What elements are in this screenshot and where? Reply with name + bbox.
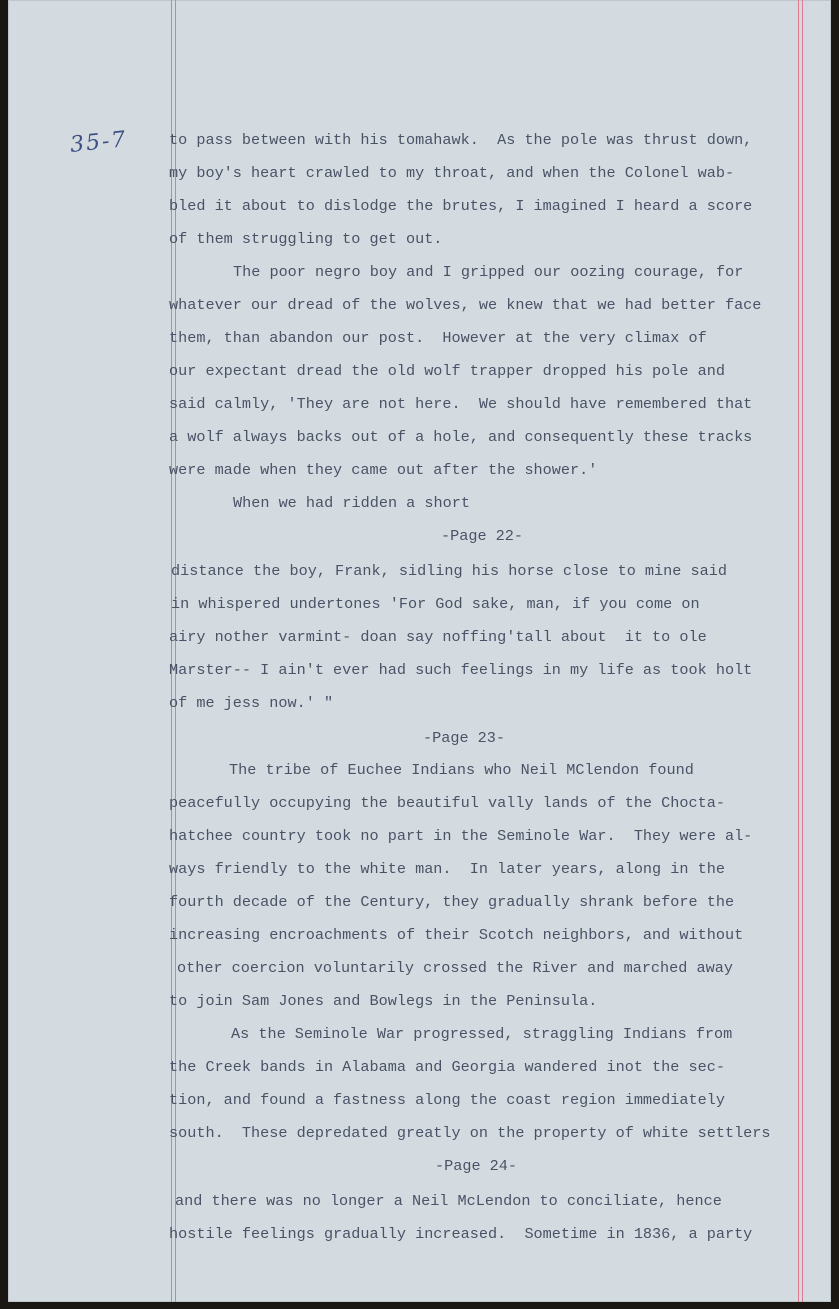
text-line: in whispered undertones 'For God sake, man, if you come on (171, 595, 700, 613)
typed-text-body (8, 0, 831, 1302)
text-line: peacefully occupying the beautiful vally lands of the Chocta- (169, 794, 725, 812)
document-page (8, 0, 831, 1302)
text-line: bled it about to dislodge the brutes, I imagined I heard a score (169, 197, 753, 215)
text-line: The poor negro boy and I gripped our oozing courage, for (233, 263, 744, 281)
text-line: whatever our dread of the wolves, we knew that we had better face (169, 296, 762, 314)
text-line: said calmly, 'They are not here. We should have remembered that (169, 395, 753, 413)
text-line: distance the boy, Frank, sidling his horse close to mine said (171, 562, 727, 580)
text-line: my boy's heart crawled to my throat, and when the Colonel wab- (169, 164, 735, 182)
text-line: The tribe of Euchee Indians who Neil MClendon found (229, 761, 694, 779)
text-line: other coercion voluntarily crossed the River and marched away (177, 959, 733, 977)
page-marker: -Page 23- (423, 729, 506, 747)
text-line: When we had ridden a short (233, 494, 470, 512)
text-line: our expectant dread the old wolf trapper dropped his pole and (169, 362, 725, 380)
page-marker: -Page 22- (441, 527, 524, 545)
text-line: hatchee country took no part in the Seminole War. They were al- (169, 827, 753, 845)
handwritten-page-number: 35-7 (68, 127, 129, 158)
text-line: As the Seminole War progressed, straggling Indians from (231, 1025, 733, 1043)
text-line: them, than abandon our post. However at the very climax of (169, 329, 707, 347)
text-line: of them struggling to get out. (169, 230, 443, 248)
text-line: to pass between with his tomahawk. As the pole was thrust down, (169, 131, 753, 149)
text-line: tion, and found a fastness along the coast region immediately (169, 1091, 725, 1109)
text-line: south. These depredated greatly on the property of white settlers (169, 1124, 771, 1142)
text-line: increasing encroachments of their Scotch neighbors, and without (169, 926, 744, 944)
text-line: fourth decade of the Century, they gradually shrank before the (169, 893, 735, 911)
text-line: Marster-- I ain't ever had such feelings in my life as took holt (169, 661, 753, 679)
text-line: to join Sam Jones and Bowlegs in the Peninsula. (169, 992, 598, 1010)
text-line: hostile feelings gradually increased. Sometime in 1836, a party (169, 1225, 753, 1243)
text-line: were made when they came out after the shower.' (169, 461, 598, 479)
text-line: ways friendly to the white man. In later years, along in the (169, 860, 725, 878)
page-marker: -Page 24- (435, 1157, 518, 1175)
text-line: airy nother varmint- doan say noffing'tall about it to ole (169, 628, 707, 646)
text-line: the Creek bands in Alabama and Georgia wandered inot the sec- (169, 1058, 725, 1076)
text-line: of me jess now.' " (169, 694, 334, 712)
text-line: and there was no longer a Neil McLendon to conciliate, hence (175, 1192, 722, 1210)
text-line: a wolf always backs out of a hole, and consequently these tracks (169, 428, 753, 446)
